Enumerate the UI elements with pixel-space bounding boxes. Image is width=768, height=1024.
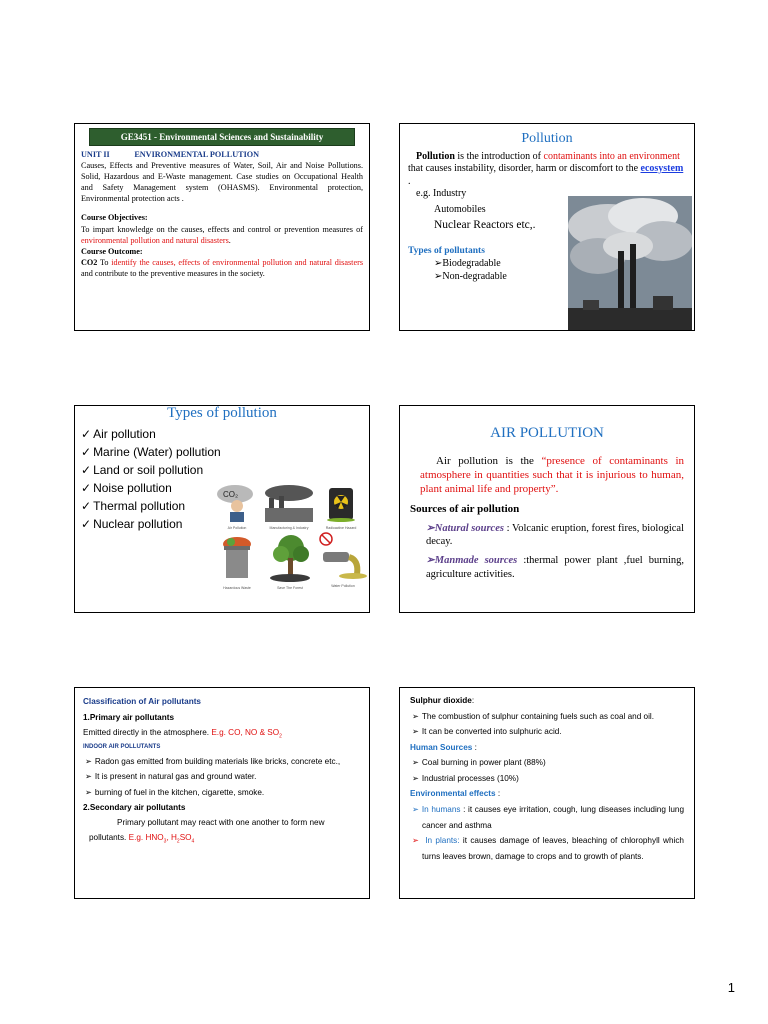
hazardous-waste-illustration — [213, 534, 261, 590]
so2-heading-text: Sulphur dioxide — [410, 696, 472, 705]
air-pollution-definition — [410, 454, 684, 497]
example-so: SO — [179, 832, 192, 842]
unit-label: UNIT II — [81, 150, 110, 160]
indoor-bullet: ➢ Radon gas emitted from building materials like bricks, concrete etc., — [83, 754, 361, 770]
secondary-text — [83, 816, 361, 846]
classification-heading: Classification of Air pollutants — [83, 697, 201, 706]
plants-text: it causes damage of leaves, bleaching of chlorophyll which turns leaves brown, damage to crops and to growth of plants. — [422, 836, 684, 861]
image-caption: Water Pollution — [331, 584, 355, 588]
def-part1: is the introduction of — [454, 150, 544, 162]
subscript: 3 — [163, 838, 167, 845]
example-nuclear: Nuclear Reactors etc,. — [434, 219, 536, 231]
no-smoking-icon — [319, 532, 333, 546]
image-caption: Manufacturing & Industry — [269, 526, 309, 530]
image-caption: Hazardous Waste — [223, 586, 251, 590]
so2-bullet: ➢ The combustion of sulphur containing fuels such as coal and oil. — [410, 709, 684, 725]
effect-plants — [410, 833, 684, 864]
def-highlight: contaminants into an environment — [543, 150, 680, 162]
slide-course-info — [74, 123, 370, 331]
primary-text — [83, 725, 361, 742]
indoor-bullet: ➢ It is present in natural gas and ground water. — [83, 769, 361, 785]
type-item: ➢Biodegradable — [434, 258, 501, 270]
human-source-bullet: ➢ Coal burning in power plant (88%) — [410, 755, 684, 771]
humans-text: : it causes eye irritation, cough, lung diseases including lung cancer and asthma — [422, 805, 685, 830]
water-pollution-illustration — [319, 546, 367, 590]
slide-title: Types of pollution — [167, 405, 277, 421]
so2-colon: : — [471, 696, 475, 705]
human-source-bullet: ➢ Industrial processes (10%) — [410, 771, 684, 787]
example-industry: e.g. Industry — [416, 188, 467, 199]
humans-label: In humans — [421, 805, 461, 815]
types-heading: Types of pollutants — [408, 246, 485, 257]
pollution-definition — [408, 151, 686, 189]
natural-sources — [426, 522, 684, 549]
secondary-plain: Primary pollutant may react with one another to form new pollutants. — [89, 818, 325, 842]
slide-title: AIR POLLUTION — [490, 425, 604, 441]
slide-types-of-pollution — [74, 405, 370, 613]
natural-label: ➢Natural sources — [426, 522, 504, 534]
course-banner: GE3451 - Environmental Sciences and Sustainability — [89, 128, 355, 146]
human-sources-heading — [410, 740, 684, 756]
primary-plain: Emitted directly in the atmosphere. — [83, 728, 212, 738]
def-plain: Air pollution is the — [436, 454, 542, 467]
slide-pollution — [399, 123, 695, 331]
indoor-bullet: ➢ burning of fuel in the kitchen, cigarette, smoke. — [83, 785, 361, 801]
manmade-text: :thermal power plant ,fuel burning, agriculture activities. — [426, 554, 684, 580]
pollution-type-item: ✓ Land or soil pollution — [81, 461, 363, 479]
manmade-sources — [426, 554, 684, 581]
outcome-highlight: identify the causes, effects of environmental pollution and natural disasters — [111, 257, 364, 267]
secondary-heading: 2.Secondary air pollutants — [83, 803, 186, 813]
sources-heading: Sources of air pollution — [410, 503, 520, 516]
primary-example: E.g. CO, NO & SO — [211, 728, 280, 738]
so2-bullet: ➢ It can be converted into sulphuric acid. — [410, 724, 684, 740]
unit-text: Causes, Effects and Preventive measures of Water, Soil, Air and Noise Pollutions. Solid, Hazardous and E-Waste management. Case studies on Occupational Health and Safety Management system (OHASMS). Environmental protection, Environmental protection acts . — [81, 161, 363, 204]
indoor-heading: INDOOR AIR POLLUTANTS — [83, 744, 161, 751]
pipe-discharge-icon — [319, 546, 367, 580]
outcome-heading: Course Outcome: — [81, 246, 143, 256]
effect-humans — [410, 802, 684, 833]
human-sources-text: Human Sources — [410, 742, 473, 752]
env-colon: : — [495, 789, 501, 799]
example-automobiles: Automobiles — [434, 203, 486, 215]
objectives-heading: Course Objectives: — [81, 213, 148, 223]
trash-can-icon — [213, 534, 261, 582]
pollution-type-item: ✓ Air pollution — [81, 425, 363, 443]
factory-smoke-image — [568, 196, 692, 330]
outcome-text — [81, 257, 363, 279]
subscript: 4 — [191, 838, 195, 845]
so2-heading — [410, 693, 684, 709]
outcome-code: CO2 — [81, 257, 98, 267]
radioactive-barrel-icon — [319, 480, 363, 522]
def-part3: . — [408, 175, 411, 187]
unit-heading — [81, 149, 363, 160]
pollution-type-item: ✓ Marine (Water) pollution — [81, 443, 363, 461]
objectives-end: . — [228, 235, 231, 245]
ecosystem-link[interactable]: ecosystem — [640, 163, 684, 174]
radioactive-illustration — [319, 480, 363, 530]
subscript: 2 — [176, 838, 180, 845]
page-number: 1 — [727, 980, 735, 995]
slide-classification — [74, 687, 370, 899]
manmade-label: ➢Manmade sources — [426, 554, 518, 566]
image-caption: Air Pollution — [227, 526, 247, 530]
plants-label: In plants: — [421, 836, 460, 846]
person-mask-icon — [213, 480, 261, 522]
example-h: , H — [166, 832, 177, 842]
objectives-highlight: environmental pollution and natural disasters — [81, 235, 229, 245]
save-forest-illustration — [265, 532, 315, 590]
env-effects-text: Environmental effects — [410, 789, 496, 799]
industry-illustration — [261, 484, 317, 530]
objectives-text-plain: To impart knowledge on the causes, effects and control or prevention measures of — [81, 224, 363, 234]
unit-title: ENVIRONMENTAL POLLUTION — [134, 150, 260, 160]
primary-heading: 1.Primary air pollutants — [83, 712, 175, 722]
env-effects-heading — [410, 786, 684, 802]
objectives-text — [81, 224, 363, 246]
def-bold: Pollution — [416, 150, 455, 162]
outcome-rest: and contribute to the preventive measures in the society. — [81, 268, 265, 278]
def-part2: that causes instability, disorder, harm or discomfort to the — [408, 163, 641, 174]
def-highlight: “presence of contaminants in atmosphere in quantities such that it is injurious to human, plant animal life and property”. — [420, 454, 684, 496]
subscript: 2 — [279, 733, 282, 740]
slide-title: Pollution — [521, 131, 573, 146]
tree-icon — [265, 532, 315, 582]
slide-air-pollution — [399, 405, 695, 613]
pollution-type-item: ✓ Noise pollution — [81, 479, 363, 497]
svg-text:CO₂: CO₂ — [223, 490, 239, 499]
image-caption: Save The Forest — [277, 586, 303, 590]
air-pollution-illustration — [213, 480, 261, 530]
pollution-type-item: ✓ Nuclear pollution — [81, 515, 363, 533]
type-item: ➢Non-degradable — [434, 270, 507, 282]
factory-icon — [261, 484, 317, 522]
slide-sulphur-dioxide — [399, 687, 695, 899]
secondary-example — [128, 832, 195, 845]
human-colon: : — [472, 742, 477, 752]
outcome-to: To — [97, 257, 112, 267]
natural-text: : Volcanic eruption, forest fires, biological decay. — [426, 522, 684, 548]
pollution-type-item: ✓ Thermal pollution — [81, 497, 363, 515]
image-caption: Radioactive Hazard — [325, 526, 357, 530]
example-hno: E.g. HNO — [128, 832, 164, 842]
